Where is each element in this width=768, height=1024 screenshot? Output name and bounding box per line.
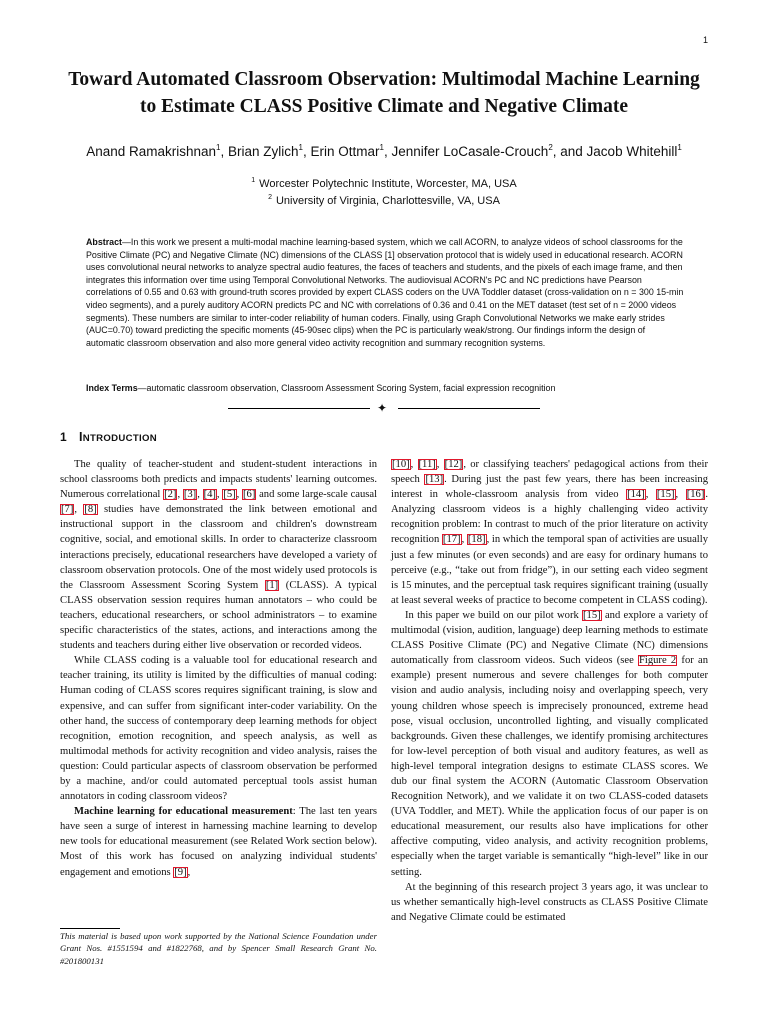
separator-diamond-icon: ✦ (377, 401, 388, 415)
section-title-rest: NTRODUCTION (82, 433, 157, 444)
author-name: Erin Ottmar (310, 144, 380, 159)
abstract-body: —In this work we present a multi-modal machine learning-based system, which we call ACORN, to analyze videos of school classrooms for the Positive Climate (PC) and Negative Climate (NC) dimensions of the CLASS [1] observation protocol that is widely used in educational research. ACORN uses convolutional neural networks to analyze spectral audio features, the faces of teachers and students, and the pixels of each image frame, and then integrates this information over time using Temporal Convolutional Networks. The audiovisual ACORN's PC and NC predictions have Pearson correlations of 0.55 and 0.63 with ground-truth scores provided by expert CLASS coders on the UVA Toddler dataset (cross-validation on n = 300 15-min video segments), and a purely auditory ACORN predicts PC and NC with correlations of 0.36 and 0.41 on the MET dataset (test set of n = 2000 videos segments). These numbers are similar to inter-coder reliability of human coders. Finally, using Graph Convolutional Networks we make early strides (AUC=0.70) toward predicting the specific moments (45-90sec clips) when the PC is particularly weak/strong. Our findings inform the design of automatic classroom observation and also more general video activity recognition and summary recognition systems. (86, 237, 684, 348)
author-affiliation-marker: 1 (677, 143, 682, 152)
affiliation-text: University of Virginia, Charlottesville, VA, USA (275, 195, 500, 207)
citation-link[interactable]: [16] (686, 489, 705, 501)
paragraph: At the beginning of this research project 3 years ago, it was unclear to us whether semantically high-level constructs as CLASS Positive Climate and Negative Climate could be estimated (391, 881, 708, 923)
page-number: 1 (702, 35, 708, 45)
author-name: Anand Ramakrishnan (86, 144, 217, 159)
separator-rule-left (228, 408, 370, 409)
citation-link[interactable]: [5] (223, 489, 236, 501)
affiliation-2 (80, 195, 688, 207)
paragraph: The quality of teacher-student and student-student interactions in school classrooms both predicts and impacts students' learning outcomes. Numerous correlational [2], [3], [4], [5], [6] and some large-scale causal [7], [8] studies have demonstrated the link between emotional and instructional support in the classroom and children's downstream cognitive, social, and emotional skills. In order to characterize classroom interactions precisely, educational researchers have developed a variety of classroom observation protocols. One of the most widely used protocols is the Classroom Assessment Scoring System [1] (CLASS). A typical CLASS observation session requires human annotators – who could be teachers, educational researchers, or school administrators – to examine specific characteristics of the states, actions, and interactions among the students and teachers during either live observation or recorded videos. (60, 459, 378, 652)
index-terms-label: Index Terms (86, 383, 138, 393)
section-heading (60, 430, 157, 444)
paragraph-heading: Machine learning for educational measurement (74, 806, 293, 818)
paragraph-body: : The last ten years have seen a surge of interest in harnessing machine learning to develop new tools for educational measurement (see Related Work section below). Most of this work has focused on analyzing individual students' engagement and emotions [9], (60, 806, 377, 878)
affiliation-text: Worcester Polytechnic Institute, Worcester, MA, USA (259, 178, 517, 190)
paragraph: [10], [11], [12], or classifying teachers' pedagogical actions from their speech [13]. During just the past few years, there has been increasing interest in whole-classroom analysis from video [14], [15], [16]. Analyzing classroom videos is a highly challenging video activity recognition problem: In contrast to much of the prior literature on activity recognition [17], [18], in which the temporal span of activities are usually just a few minutes (or even seconds) and are easy for ordinary humans to perceive (e.g., “take out from fridge”), in our setting each video segment is 15 minutes, and the perceptual task requires significant training (usually at least several weeks of practice to become competent in CLASS coding). (391, 459, 709, 606)
citation-link[interactable]: [13] (425, 474, 444, 486)
footnote: This material is based upon work supported by the National Science Foundation under Grant Nos. #1551594 and #1822768, and by Spencer Small Research Grant No. #201800131 (60, 931, 377, 966)
paragraph: While CLASS coding is a valuable tool for educational research and teacher training, its utility is limited by the difficulties of manual coding: Human coding of CLASS scores requires significant training, is slow and expensive, and can suffer from significant inter-coder variability. On the other hand, the success of contemporary deep learning methods for object recognition, emotion recognition, and speech analysis, as well as multimodal methods for activity recognition and video analysis, raises the question: Could particular aspects of classroom observation be performed by a machine, and/or could automated perceptual tools assist human annotators in coding classroom videos? (60, 655, 377, 803)
citation-link[interactable]: [9] (174, 866, 187, 878)
index-terms-text: —automatic classroom observation, Classroom Assessment Scoring System, facial expression recognition (137, 383, 556, 393)
author-name: Brian Zylich (227, 144, 299, 159)
separator-rule-right (398, 408, 540, 409)
author-name: Jennifer LoCasale-Crouch (391, 144, 549, 159)
citation-link[interactable]: [2] (164, 489, 177, 501)
section-number: 1 (60, 430, 67, 444)
citation-link[interactable]: [12] (444, 459, 463, 470)
affiliation-marker: 2 (268, 194, 272, 201)
citation-link[interactable]: [3] (183, 489, 197, 501)
citation-link[interactable]: [11] (418, 459, 436, 470)
author-affiliation-marker: 2 (548, 143, 553, 152)
citation-link[interactable]: [7] (61, 504, 74, 516)
citation-link[interactable]: [8] (84, 504, 97, 516)
author-affiliation-marker: 1 (298, 143, 303, 152)
section-title-initial: I (78, 430, 83, 444)
author-affiliation-marker: 1 (379, 143, 384, 152)
footnote-rule (60, 928, 120, 929)
abstract-label: Abstract (86, 237, 123, 247)
citation-link[interactable]: [14] (627, 489, 645, 501)
citation-link[interactable]: [1] (265, 579, 279, 591)
citation-link[interactable]: [4] (203, 489, 216, 501)
author-name: Jacob Whitehill (586, 144, 678, 159)
citation-link[interactable]: Figure 2 (639, 655, 677, 667)
index-terms (86, 382, 686, 394)
citation-link[interactable]: [17] (442, 534, 461, 546)
citation-link[interactable]: [6] (243, 489, 256, 501)
affiliation-marker: 1 (251, 177, 256, 184)
citation-link[interactable]: [18] (467, 534, 486, 546)
citation-link[interactable]: [10] (392, 459, 410, 470)
author-list: Anand Ramakrishnan$^1$, Brian Zylich$^1$, Erin Ottmar$^1$, Jennifer LoCasale-Crouch$^2$, and Jacob Whitehill$^1$ (86, 143, 682, 159)
right-column (391, 457, 708, 925)
left-column (60, 457, 377, 880)
paper-title: Toward Automated Classroom Observation: Multimodal Machine Learning to Estimate CLASS Positive Climate and Negative Climate (68, 69, 700, 117)
abstract (86, 236, 686, 349)
citation-link[interactable]: [15] (656, 489, 675, 501)
citation-link[interactable]: [1] (384, 249, 395, 260)
affiliation-1 (80, 178, 688, 190)
author-affiliation-marker: 1 (216, 143, 221, 152)
paragraph: In this paper we build on our pilot work [15] and explore a variety of multimodal (vision, audition, language) deep learning methods to estimate CLASS Positive Climate (PC) and Negative Climate (NC) dimensions automatically from classroom videos. Such videos (see Figure 2 for an example) present numerous and severe challenges for both computer vision and audio analysis, including noisy and overlapping speech, very young children whose speech is imprecisely pronounced, extreme head pose, visual occlusion, uncontrolled lighting, and visually complicated backgrounds. Given these challenges, we identify promising architectures for low-level perception of both visual and auditory features, as well as high-level temporal integration designs to estimate CLASS scores. We dub our final system the ACORN (Automatic Classroom Observation Recognition Network), and we validate it on two CLASS-coded datasets (UVA Toddler, and MET). While the application focus of our paper is on educational measurement, our results also have implications for other affective computing, video analysis, and activity recognition problems, especially when the target variable is semantically “high-level” like in our setting. (391, 609, 708, 878)
citation-link[interactable]: [15] (583, 609, 601, 621)
paragraph (60, 804, 377, 879)
